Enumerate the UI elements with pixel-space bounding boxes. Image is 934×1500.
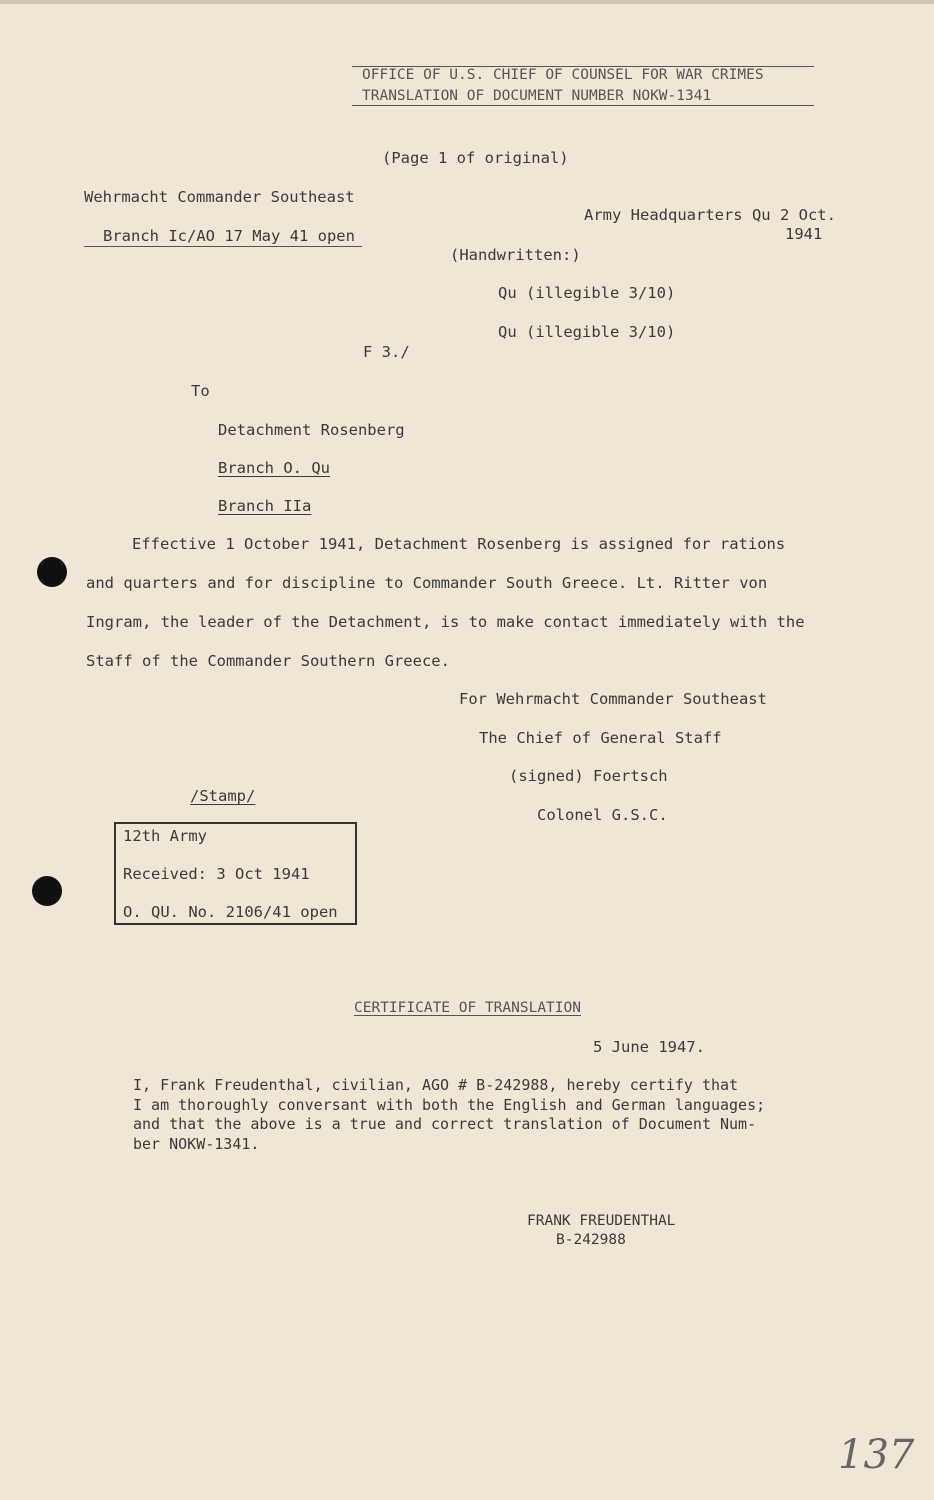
recipients-to: To xyxy=(191,382,210,400)
punch-hole-upper xyxy=(37,557,67,587)
handwritten-label: (Handwritten:) xyxy=(450,246,581,264)
header-translation: TRANSLATION OF DOCUMENT NUMBER NOKW-1341 xyxy=(362,88,712,104)
location-line2: 1941 xyxy=(785,225,823,243)
signature-line2: The Chief of General Staff xyxy=(479,729,722,747)
recipient-detachment: Detachment Rosenberg xyxy=(218,421,405,439)
translator-name: FRANK FREUDENTHAL xyxy=(527,1213,676,1229)
certificate-title: CERTIFICATE OF TRANSLATION xyxy=(354,1000,581,1016)
signature-line3: (signed) Foertsch xyxy=(509,767,668,785)
body-line2: and quarters and for discipline to Commander South Greece. Lt. Ritter von xyxy=(86,574,768,592)
sender-rule xyxy=(84,246,362,247)
signature-line4: Colonel G.S.C. xyxy=(537,806,668,824)
recipient-branch-o-qu: Branch O. Qu xyxy=(218,459,330,477)
body-line3: Ingram, the leader of the Detachment, is to make contact immediately with the xyxy=(86,613,805,631)
body-line4: Staff of the Commander Southern Greece. xyxy=(86,652,450,670)
certificate-text-line3: and that the above is a true and correct translation of Document Num- xyxy=(133,1115,757,1133)
certificate-date: 5 June 1947. xyxy=(593,1038,705,1056)
body-line1: Effective 1 October 1941, Detachment Rosenberg is assigned for rations xyxy=(132,535,786,553)
certificate-text-line1: I, Frank Freudenthal, civilian, AGO # B-242988, hereby certify that xyxy=(133,1076,739,1094)
sender-line1: Wehrmacht Commander Southeast xyxy=(84,188,355,206)
stamp-line3: O. QU. No. 2106/41 open xyxy=(123,903,338,921)
translator-id: B-242988 xyxy=(556,1232,626,1248)
page-note: (Page 1 of original) xyxy=(382,149,569,167)
header-office: OFFICE OF U.S. CHIEF OF COUNSEL FOR WAR CRIMES xyxy=(362,67,764,83)
recipient-branch-iia: Branch IIa xyxy=(218,497,312,515)
handwritten-note1: Qu (illegible 3/10) xyxy=(498,284,676,302)
header-bottom-rule xyxy=(352,105,814,106)
page-number: 137 xyxy=(838,1432,915,1478)
certificate-text-line4: ber NOKW-1341. xyxy=(133,1135,260,1153)
certificate-text-line2: I am thoroughly conversant with both the English and German languages; xyxy=(133,1096,766,1114)
handwritten-note2: Qu (illegible 3/10) xyxy=(498,323,676,341)
signature-line1: For Wehrmacht Commander Southeast xyxy=(459,690,767,708)
punch-hole-lower xyxy=(32,876,62,906)
stamp-line2: Received: 3 Oct 1941 xyxy=(123,865,310,883)
sender-line2: Branch Ic/AO 17 May 41 open xyxy=(103,227,355,245)
page-edge xyxy=(0,0,934,4)
location-line1: Army Headquarters Qu 2 Oct. xyxy=(584,206,836,224)
stamp-label: /Stamp/ xyxy=(190,787,256,805)
file-mark: F 3./ xyxy=(363,343,410,361)
stamp-line1: 12th Army xyxy=(123,827,207,845)
